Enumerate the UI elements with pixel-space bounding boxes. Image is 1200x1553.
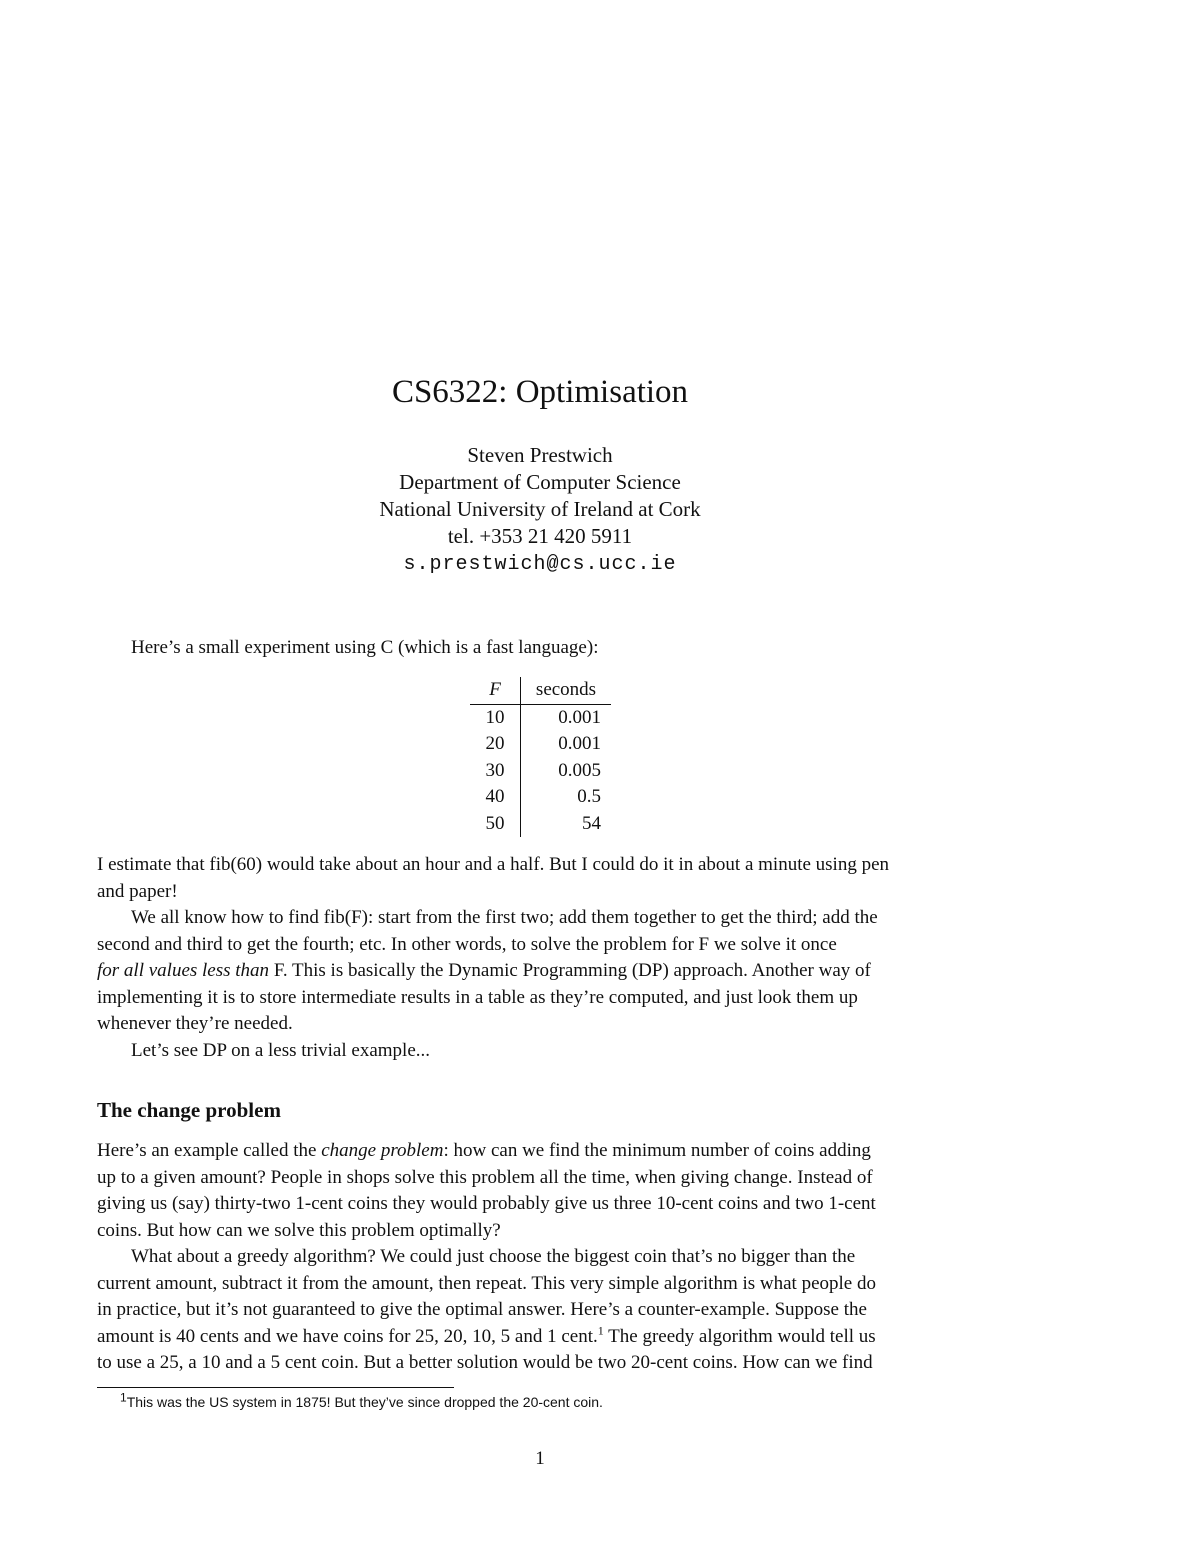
- paragraph-line: [97, 1324, 987, 1351]
- author-block: [0, 442, 1080, 578]
- paragraph-text: Here’s an example called the: [97, 1140, 322, 1161]
- table-header-row: [470, 677, 611, 704]
- paragraph-line: whenever they’re needed.: [97, 1013, 293, 1034]
- table-row: [470, 784, 611, 811]
- table-header-seconds: seconds: [521, 677, 612, 704]
- table-cell-seconds: 54: [582, 812, 601, 834]
- author-email: s.prestwich@cs.ucc.ie: [403, 553, 677, 576]
- paragraph-line: up to a given amount? People in shops solve this problem all the time, when giving change. Instead of: [97, 1166, 873, 1188]
- author-name: Steven Prestwich: [467, 443, 613, 467]
- table-cell-seconds: 0.5: [577, 786, 601, 807]
- paragraph-line: current amount, subtract it from the amount, then repeat. This very simple algorithm is what people do: [97, 1272, 876, 1294]
- paragraph-line: [97, 958, 987, 985]
- table-cell-f: 30: [470, 758, 521, 785]
- table-cell-f: 20: [470, 731, 521, 758]
- section-heading: The change problem: [97, 1098, 281, 1122]
- paragraph-line: to use a 25, a 10 and a 5 cent coin. But a better solution would be two 20-cent coins. How can we find: [97, 1352, 873, 1373]
- paragraph-text: amount is 40 cents and we have coins for 25, 20, 10, 5 and 1 cent.: [97, 1325, 598, 1347]
- table-header-f: F: [470, 677, 521, 704]
- footnote-divider: [97, 1387, 454, 1388]
- dp-transition-paragraph: Let’s see DP on a less trivial example...: [131, 1040, 430, 1061]
- emphasis-text: change problem: [321, 1140, 444, 1161]
- footnote-reference[interactable]: 1: [597, 1323, 604, 1338]
- footnote-mark: 1: [120, 1390, 127, 1405]
- paragraph-line: What about a greedy algorithm? We could just choose the biggest coin that’s no bigger than the: [131, 1246, 856, 1267]
- intro-paragraph: Here’s a small experiment using C (which is a fast language):: [131, 637, 599, 658]
- change-problem-paragraph: [97, 1138, 987, 1244]
- greedy-algorithm-paragraph: [97, 1244, 987, 1377]
- emphasis-text: for all values less than: [97, 960, 270, 981]
- table-cell-f: 50: [470, 811, 521, 838]
- table-cell-f: 40: [470, 784, 521, 811]
- fibonacci-paragraph: [97, 905, 987, 1038]
- footnote: [120, 1392, 603, 1412]
- paragraph-line: implementing it is to store intermediate results in a table as they’re computed, and just look them up: [97, 986, 858, 1008]
- timing-table: [470, 677, 611, 837]
- page-number: 1: [535, 1448, 545, 1469]
- author-telephone: tel. +353 21 420 5911: [447, 524, 633, 548]
- paragraph-line: [97, 1138, 987, 1165]
- footnote-text: This was the US system in 1875! But they’ve since dropped the 20-cent coin.: [126, 1394, 603, 1410]
- table-row: [470, 758, 611, 785]
- paragraph-text: The greedy algorithm would tell us: [603, 1325, 876, 1347]
- author-university: National University of Ireland at Cork: [379, 497, 701, 521]
- paragraph-line: second and third to get the fourth; etc. In other words, to solve the problem for F we solve it once: [97, 933, 837, 955]
- paragraph-line: giving us (say) thirty-two 1-cent coins they would probably give us three 10-cent coins and two 1-cent: [97, 1193, 876, 1214]
- paragraph-line: I estimate that fib(60) would take about an hour and a half. But I could do it in about a minute using pen: [97, 854, 890, 875]
- table-cell-seconds: 0.005: [558, 759, 601, 781]
- paragraph-line: coins. But how can we solve this problem optimally?: [97, 1219, 501, 1241]
- table-row: [470, 811, 611, 838]
- table-cell-f: 10: [470, 704, 521, 731]
- paragraph-text: : how can we find the minimum number of coins adding: [443, 1140, 871, 1161]
- paragraph-line: and paper!: [97, 880, 178, 902]
- page-title: CS6322: Optimisation: [391, 374, 689, 410]
- paragraph-line: We all know how to find fib(F): start from the first two; add them together to get the third; add the: [131, 907, 878, 928]
- table-cell-seconds: 0.001: [558, 706, 601, 728]
- table-row: [470, 704, 611, 731]
- paragraph-text: F. This is basically the Dynamic Programming (DP) approach. Another way of: [269, 960, 871, 981]
- table-row: [470, 731, 611, 758]
- paragraph-line: in practice, but it’s not guaranteed to give the optimal answer. Here’s a counter-example. Suppose the: [97, 1299, 867, 1320]
- author-department: Department of Computer Science: [399, 470, 681, 494]
- table-cell-seconds: 0.001: [558, 733, 601, 754]
- estimate-paragraph: [97, 852, 987, 905]
